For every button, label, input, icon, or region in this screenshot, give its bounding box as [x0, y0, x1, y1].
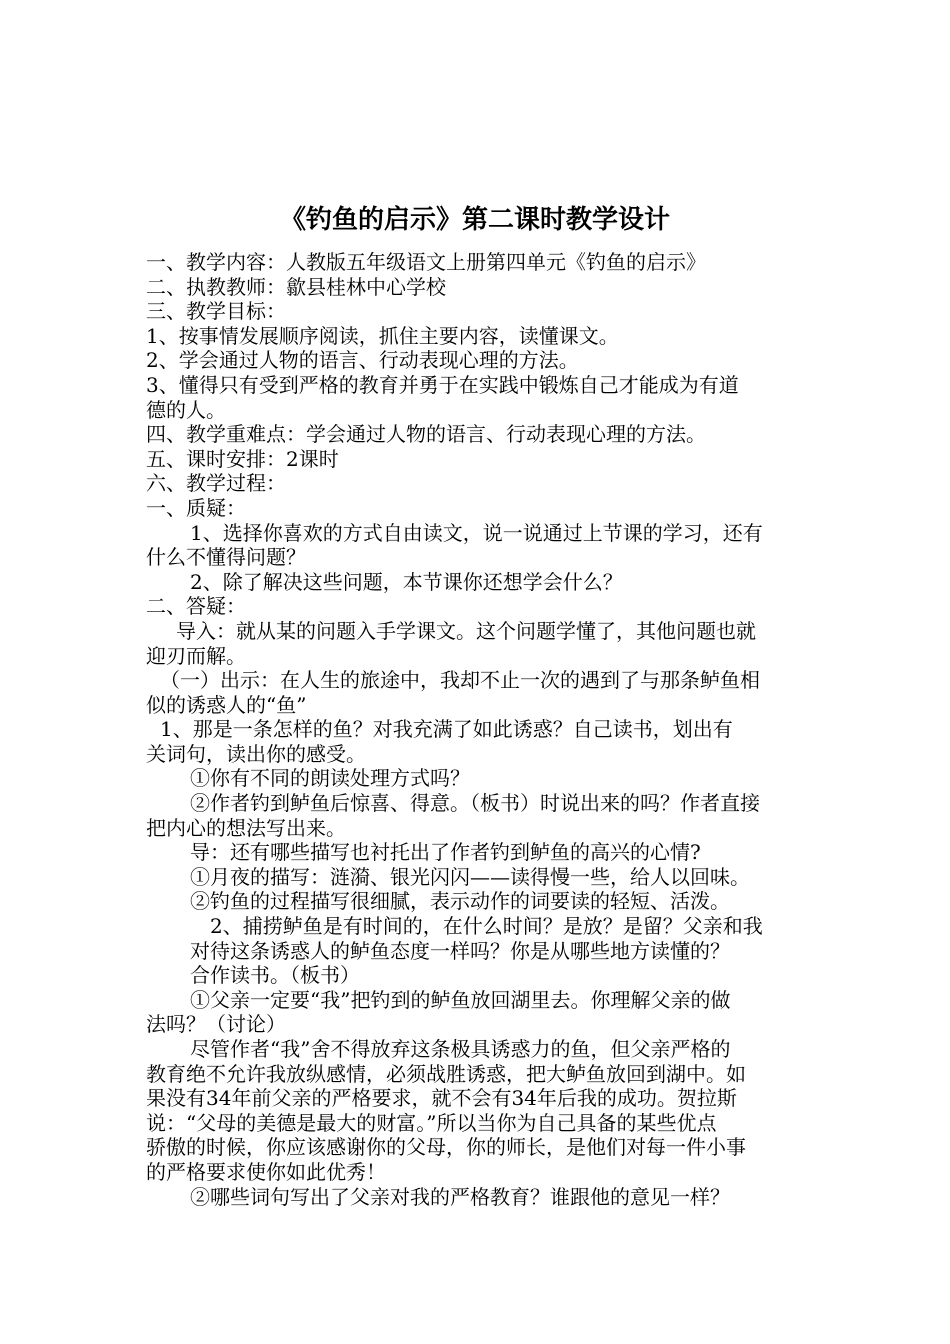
text-line: 教育绝不允许我放纵感情，必须战胜诱惑，把大鲈鱼放回到湖中。如 [146, 1061, 746, 1086]
text-line: 对待这条诱惑人的鲈鱼态度一样吗？你是从哪些地方读懂的？ [190, 938, 730, 963]
text-line: 合作读书。（板书） [190, 963, 360, 988]
text-line: 1、那是一条怎样的鱼？对我充满了如此诱惑？自己读书，划出有 [160, 717, 733, 742]
text-line: 一、质疑： [146, 495, 246, 520]
text-line: ①你有不同的朗读处理方式吗？ [190, 766, 470, 791]
text-line: 1、按事情发展顺序阅读，抓住主要内容，读懂课文。 [146, 323, 619, 348]
text-line: ①月夜的描写：涟漪、银光闪闪——读得慢一些，给人以回味。 [190, 864, 750, 889]
text-line: 三、教学目标： [146, 299, 286, 324]
document-title: 《钓鱼的启示》第二课时教学设计 [279, 205, 670, 235]
text-line: ②作者钓到鲈鱼后惊喜、得意。（板书）时说出来的吗？作者直接 [190, 791, 760, 816]
text-line: 迎刃而解。 [146, 643, 246, 668]
text-line: 六、教学过程： [146, 471, 286, 496]
text-line: 2、除了解决这些问题，本节课你还想学会什么？ [190, 569, 623, 594]
text-line: 导入：就从某的问题入手学课文。这个问题学懂了，其他问题也就 [176, 618, 756, 643]
text-line: 德的人。 [146, 397, 226, 422]
text-line: 说：“父母的美德是最大的财富。”所以当你为自己具备的某些优点 [146, 1110, 717, 1135]
text-line: 导：还有哪些描写也衬托出了作者钓到鲈鱼的高兴的心情? [190, 840, 701, 865]
text-line: 果没有34年前父亲的严格要求，就不会有34年后我的成功。贺拉斯 [146, 1086, 737, 1111]
document-body [146, 250, 810, 1209]
text-line: ②钓鱼的过程描写很细腻，表示动作的词要读的轻短、活泼。 [190, 889, 730, 914]
text-line: 似的诱惑人的“鱼” [146, 692, 307, 717]
text-line: （一）出示：在人生的旅途中，我却不止一次的遇到了与那条鲈鱼相 [160, 668, 760, 693]
text-line: 的严格要求使你如此优秀！ [146, 1159, 386, 1184]
text-line: ②哪些词句写出了父亲对我的严格教育？谁跟他的意见一样？ [190, 1184, 730, 1209]
text-line: 2、捕捞鲈鱼是有时间的，在什么时间？是放？是留？父亲和我 [210, 914, 763, 939]
text-line: 什么不懂得问题？ [146, 545, 306, 570]
text-line: 1、选择你喜欢的方式自由读文，说一说通过上节课的学习，还有 [190, 520, 763, 545]
text-line: ①父亲一定要“我”把钓到的鲈鱼放回湖里去。你理解父亲的做 [190, 987, 731, 1012]
text-line: 2、学会通过人物的语言、行动表现心理的方法。 [146, 348, 579, 373]
text-line: 3、懂得只有受到严格的教育并勇于在实践中锻炼自己才能成为有道 [146, 372, 739, 397]
text-line: 骄傲的时候，你应该感谢你的父母，你的师长，是他们对每一件小事 [146, 1135, 746, 1160]
text-line: 五、课时安排：2课时 [146, 446, 339, 471]
text-line: 把内心的想法写出来。 [146, 815, 346, 840]
text-line: 一、教学内容：人教版五年级语文上册第四单元《钓鱼的启示》 [146, 250, 706, 274]
text-line: 二、答疑： [146, 594, 246, 619]
text-line: 关词句，读出你的感受。 [146, 741, 366, 766]
text-line: 法吗？（讨论） [146, 1012, 286, 1037]
text-line: 四、教学重难点：学会通过人物的语言、行动表现心理的方法。 [146, 422, 706, 447]
text-line: 二、执教教师：歙县桂林中心学校 [146, 274, 446, 299]
text-line: 尽管作者“我”舍不得放弃这条极具诱惑力的鱼，但父亲严格的 [190, 1037, 731, 1061]
